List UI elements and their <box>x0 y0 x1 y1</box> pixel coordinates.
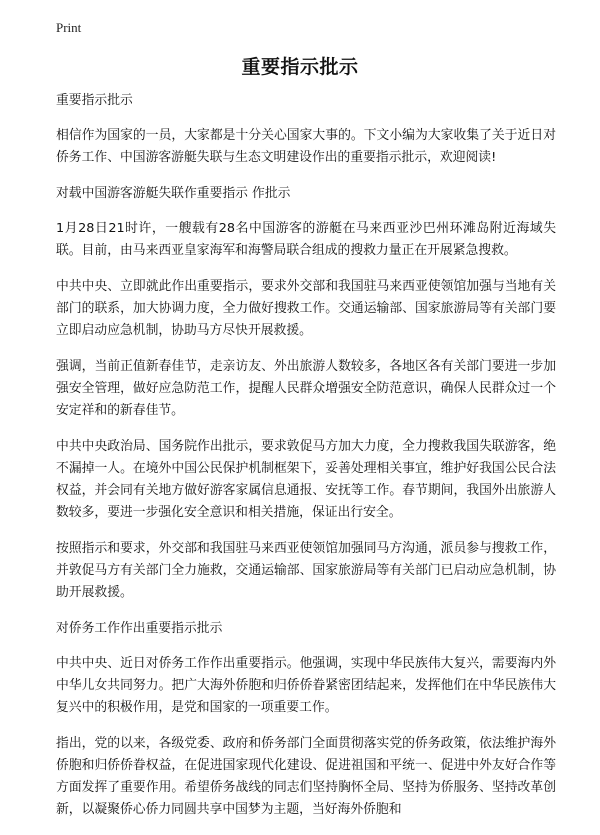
paragraph-yacht-4: 中共中央政治局、国务院作出批示，要求敦促马方加大力度，全力搜救我国失联游客，绝不漏掉一人。在境外中国公民保护机制框架下，妥善处理相关事宜，维护好我国公民合法权益，并会同有关地方做好游客家属信息通报、安抚等工作。春节期间，我国外出旅游人数较多，要进一步强化安全意识和相关措施，保证出行安全。 <box>56 439 556 520</box>
paragraph-yacht-2: 中共中央、立即就此作出重要指示，要求外交部和我国驻马来西亚使领馆加强与当地有关部门的联系，加大协调力度，全力做好搜救工作。交通运输部、国家旅游局等有关部门要立即启动应急机制，协助马方尽快开展救援。 <box>56 279 556 338</box>
paragraph-yacht-3: 强调，当前正值新春佳节，走亲访友、外出旅游人数较多，各地区各有关部门要进一步加强安全管理，做好应急防范工作，提醒人民群众增强安全防范意识，确保人民群众过一个安定祥和的新春佳节。 <box>56 359 556 418</box>
paragraph-yacht-5: 按照指示和要求，外交部和我国驻马来西亚使领馆加强同马方沟通，派员参与搜救工作，并敦促马方有关部门全力施救，交通运输部、国家旅游局等有关部门已启动应急机制，协助开展救援。 <box>56 541 556 600</box>
section-heading-intro: 重要指示批示 <box>56 93 133 108</box>
paragraph-yacht-1: 1月28日21时许，一艘载有28名中国游客的游艇在马来西亚沙巴州环滩岛附近海域失联。目前，由马来西亚皇家海军和海警局联合组成的搜救力量正在开展紧急搜救。 <box>56 221 556 258</box>
article-body <box>56 90 556 835</box>
print-link[interactable]: Print <box>56 20 82 35</box>
paragraph-overseas-1: 中共中央、近日对侨务工作作出重要指示。他强调，实现中华民族伟大复兴，需要海内外中华儿女共同努力。把广大海外侨胞和归侨侨眷紧密团结起来，发挥他们在中华民族伟大复兴中的积极作用，是党和国家的一项重要工作。 <box>56 656 556 715</box>
page-title: 重要指示批示 <box>241 56 359 78</box>
section-heading-overseas: 对侨务工作作出重要指示批示 <box>56 621 223 636</box>
paragraph-intro: 相信作为国家的一员，大家都是十分关心国家大事的。下文小编为大家收集了关于近日对侨务工作、中国游客游艇失联与生态文明建设作出的重要指示批示，欢迎阅读! <box>56 128 556 165</box>
section-heading-yacht: 对载中国游客游艇失联作重要指示 作批示 <box>56 186 291 201</box>
paragraph-overseas-2: 指出，党的以来，各级党委、政府和侨务部门全面贯彻落实党的侨务政策，依法维护海外侨胞和归侨侨眷权益，在促进国家现代化建设、促进祖国和平统一、促进中外友好合作等方面发挥了重要作用。希望侨务战线的同志们坚持胸怀全局、坚持为侨服务、坚持改革创新，以凝聚侨心侨力同圆共享中国梦为主题，当好海外侨胞和 <box>56 736 556 817</box>
